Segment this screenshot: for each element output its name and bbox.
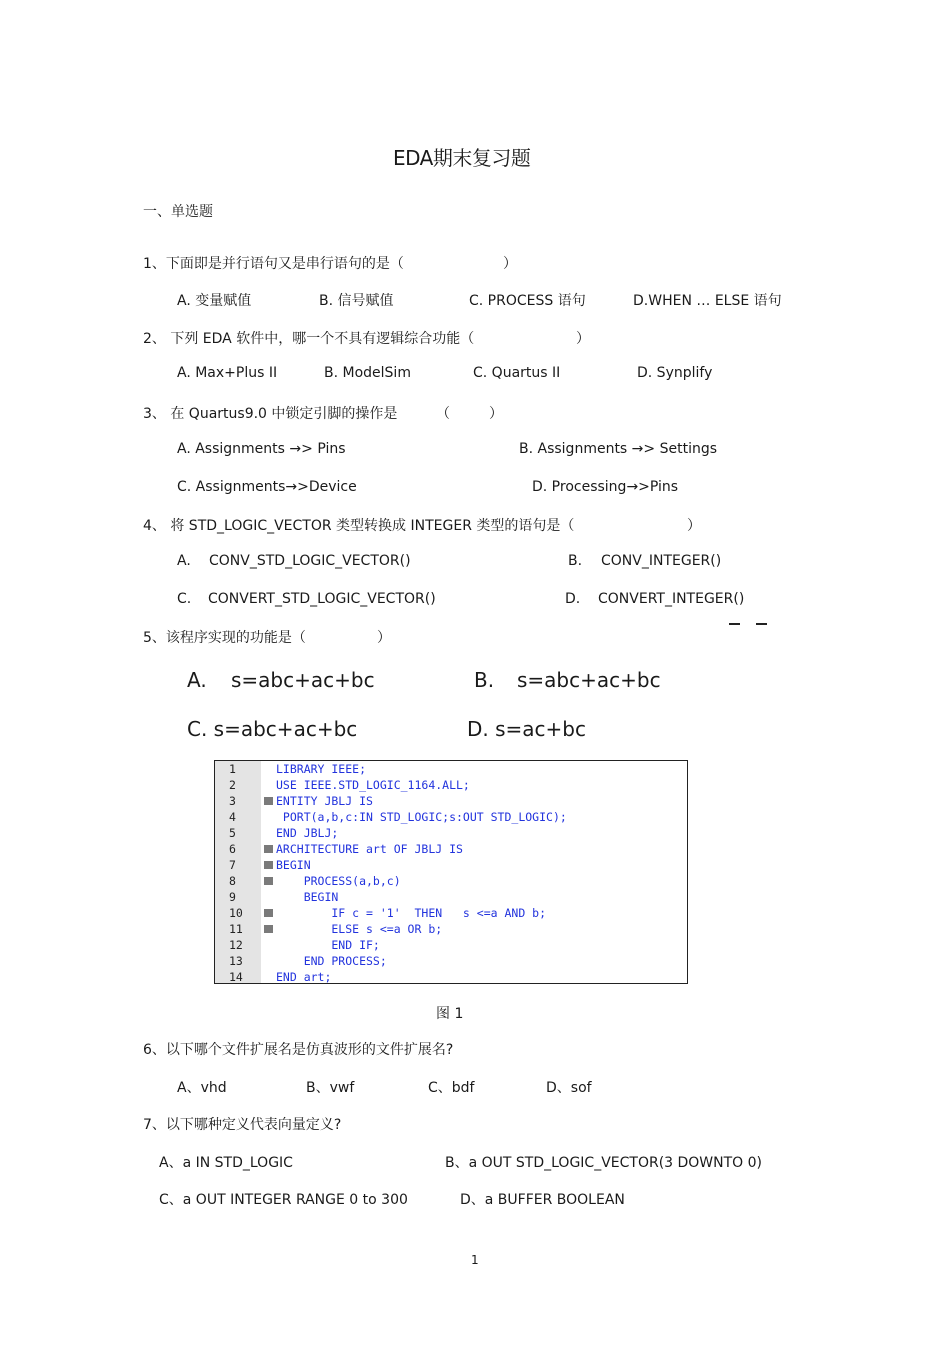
overbar-mark xyxy=(729,623,740,625)
q2-option-d: D. Synplify xyxy=(637,365,713,381)
code-line xyxy=(215,841,687,857)
page-number: 1 xyxy=(471,1253,479,1267)
code-line xyxy=(215,905,687,921)
line-number: 3 xyxy=(229,794,236,808)
line-number: 8 xyxy=(229,874,236,888)
q6-option-c: C、bdf xyxy=(428,1080,475,1096)
line-number: 1 xyxy=(229,762,236,776)
q6-option-d: D、sof xyxy=(546,1080,592,1096)
line-number: 13 xyxy=(229,954,243,968)
line-number: 2 xyxy=(229,778,236,792)
code-line xyxy=(215,921,687,937)
line-number: 7 xyxy=(229,858,236,872)
q7-option-d: D、a BUFFER BOOLEAN xyxy=(460,1192,625,1208)
q7-option-c: C、a OUT INTEGER RANGE 0 to 300 xyxy=(159,1192,408,1208)
q1-option-d: D.WHEN … ELSE 语句 xyxy=(633,293,782,309)
code-text: LIBRARY IEEE; xyxy=(276,762,367,776)
code-text: BEGIN xyxy=(276,858,311,872)
line-number: 14 xyxy=(229,970,243,984)
q5-option-a: s=abc+ac+bc xyxy=(231,668,375,692)
q4-close-paren: ） xyxy=(687,518,701,534)
q1-option-b: B. 信号赋值 xyxy=(319,293,394,309)
q5-option-a-label: A. xyxy=(187,668,207,692)
code-line xyxy=(215,873,687,889)
q5-stem: 5、该程序实现的功能是（ xyxy=(143,630,306,646)
overbar-mark xyxy=(756,623,767,625)
q4-option-b-label: B. xyxy=(568,553,583,569)
fold-marker-icon xyxy=(264,877,273,885)
line-number: 6 xyxy=(229,842,236,856)
q2-option-c: C. Quartus II xyxy=(473,365,561,381)
fold-marker-icon xyxy=(264,925,273,933)
q5-option-b: s=abc+ac+bc xyxy=(517,668,661,692)
fold-marker-icon xyxy=(264,797,273,805)
code-listing xyxy=(214,760,688,984)
line-number: 5 xyxy=(229,826,236,840)
code-text: ARCHITECTURE art OF JBLJ IS xyxy=(276,842,463,856)
code-line xyxy=(215,777,687,793)
q1-option-c: C. PROCESS 语句 xyxy=(469,293,586,309)
q4-option-a-label: A. xyxy=(177,553,191,569)
line-number: 11 xyxy=(229,922,243,936)
q6-option-a: A、vhd xyxy=(177,1080,227,1096)
q5-option-d: D. s=ac+bc xyxy=(467,717,586,741)
q6-option-b: B、vwf xyxy=(306,1080,355,1096)
q2-option-a: A. Max+Plus II xyxy=(177,365,278,381)
code-text: END IF; xyxy=(276,938,380,952)
fold-marker-icon xyxy=(264,861,273,869)
code-text: IF c = '1' THEN s <=a AND b; xyxy=(276,906,547,920)
code-line xyxy=(215,825,687,841)
line-number: 10 xyxy=(229,906,243,920)
code-text: ENTITY JBLJ IS xyxy=(276,794,373,808)
code-text: ELSE s <=a OR b; xyxy=(276,922,443,936)
code-line xyxy=(215,937,687,953)
q7-stem: 7、以下哪种定义代表向量定义? xyxy=(143,1117,342,1133)
q6-stem: 6、以下哪个文件扩展名是仿真波形的文件扩展名? xyxy=(143,1042,454,1058)
q4-stem: 4、 将 STD_LOGIC_VECTOR 类型转换成 INTEGER 类型的语句是（ xyxy=(143,518,575,534)
section-heading: 一、单选题 xyxy=(143,204,213,220)
q3-open-paren: （ xyxy=(436,406,450,422)
code-line xyxy=(215,889,687,905)
q4-option-c: CONVERT_STD_LOGIC_VECTOR() xyxy=(208,591,436,607)
q5-option-b-label: B. xyxy=(474,668,495,692)
line-number: 12 xyxy=(229,938,243,952)
code-line xyxy=(215,761,687,777)
q5-close-paren: ） xyxy=(377,630,391,646)
q7-option-b: B、a OUT STD_LOGIC_VECTOR(3 DOWNTO 0) xyxy=(445,1155,763,1171)
q3-option-d: D. Processing→>Pins xyxy=(532,479,679,495)
q3-option-b: B. Assignments →> Settings xyxy=(519,441,718,457)
page-title: EDA期末复习题 xyxy=(393,146,531,170)
q2-stem: 2、 下列 EDA 软件中，哪一个不具有逻辑综合功能（ xyxy=(143,331,475,347)
q1-stem: 1、下面即是并行语句又是串行语句的是（ xyxy=(143,256,404,272)
q1-close-paren: ） xyxy=(503,256,517,272)
line-number: 9 xyxy=(229,890,236,904)
q3-option-c: C. Assignments→>Device xyxy=(177,479,357,495)
q2-close-paren: ） xyxy=(576,331,590,347)
code-text: BEGIN xyxy=(276,890,339,904)
code-line xyxy=(215,857,687,873)
q1-option-a: A. 变量赋值 xyxy=(177,293,252,309)
code-text: END art; xyxy=(276,970,332,984)
fold-marker-icon xyxy=(264,909,273,917)
q7-option-a: A、a IN STD_LOGIC xyxy=(159,1155,293,1171)
code-text: END PROCESS; xyxy=(276,954,387,968)
code-text: END JBLJ; xyxy=(276,826,339,840)
q3-close-paren: ） xyxy=(489,406,503,422)
line-number: 4 xyxy=(229,810,236,824)
code-line xyxy=(215,793,687,809)
code-text: PROCESS(a,b,c) xyxy=(276,874,401,888)
q3-option-a: A. Assignments →> Pins xyxy=(177,441,346,457)
code-line xyxy=(215,969,687,984)
q3-stem: 3、 在 Quartus9.0 中锁定引脚的操作是 xyxy=(143,406,398,422)
code-text: USE IEEE.STD_LOGIC_1164.ALL; xyxy=(276,778,470,792)
code-line xyxy=(215,953,687,969)
q4-option-d-label: D. xyxy=(565,591,581,607)
q4-option-c-label: C. xyxy=(177,591,192,607)
q2-option-b: B. ModelSim xyxy=(324,365,411,381)
fold-marker-icon xyxy=(264,845,273,853)
q5-option-c: C. s=abc+ac+bc xyxy=(187,717,358,741)
q4-option-b: CONV_INTEGER() xyxy=(601,553,722,569)
code-line xyxy=(215,809,687,825)
figure-caption: 图 1 xyxy=(436,1006,464,1022)
code-text: PORT(a,b,c:IN STD_LOGIC;s:OUT STD_LOGIC); xyxy=(276,810,567,824)
q4-option-d: CONVERT_INTEGER() xyxy=(598,591,745,607)
q4-option-a: CONV_STD_LOGIC_VECTOR() xyxy=(209,553,411,569)
